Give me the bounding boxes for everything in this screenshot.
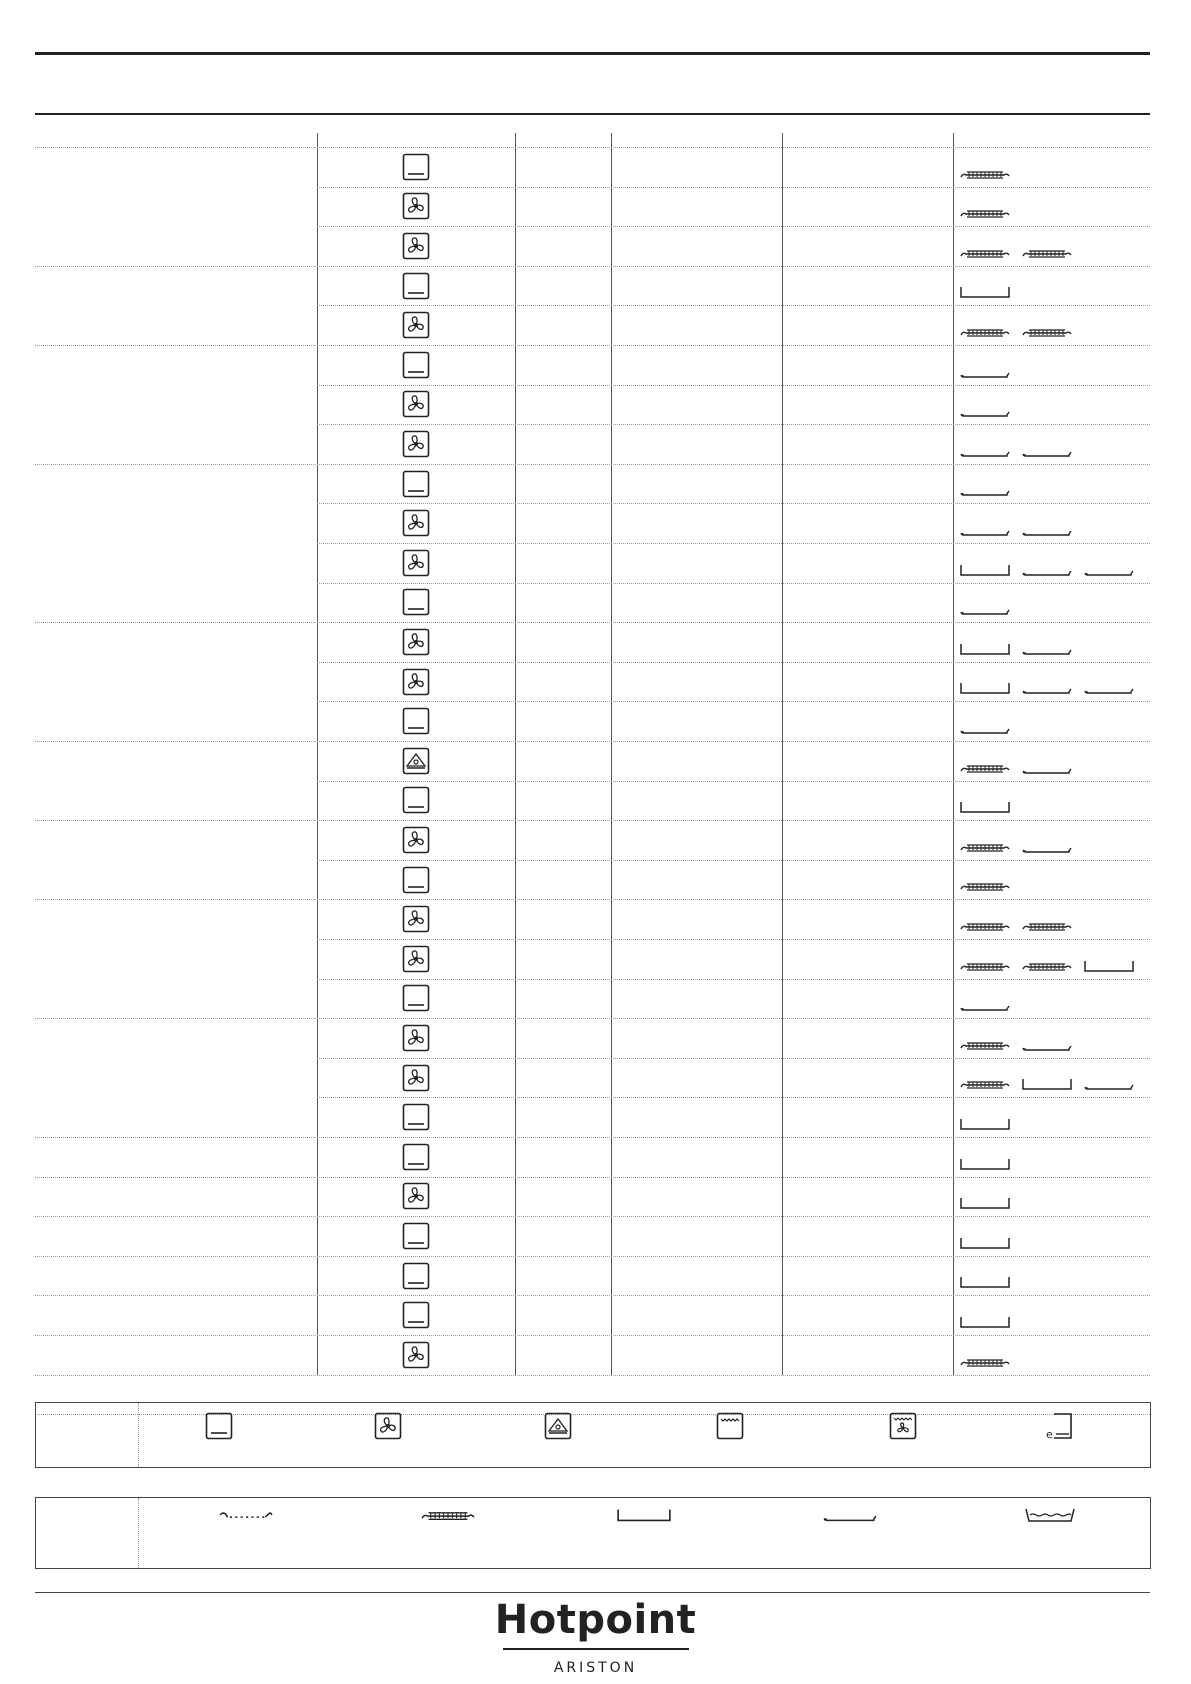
function-cell <box>317 701 515 741</box>
accessories-cell <box>959 662 1135 696</box>
table-row <box>35 266 1150 306</box>
brand-logo <box>0 1598 1191 1676</box>
accessories-cell <box>959 385 1011 419</box>
function-cell <box>317 899 515 939</box>
table-row <box>35 1216 1150 1256</box>
static-icon <box>402 351 430 379</box>
drip-tray-icon <box>959 681 1011 695</box>
function-cell <box>317 385 515 425</box>
accessories-cell <box>959 781 1011 815</box>
baking-tray-icon <box>1083 1077 1135 1091</box>
accessories-cell <box>959 622 1073 656</box>
footer-rule <box>35 1592 1150 1593</box>
legend-item <box>712 1411 748 1441</box>
drip-tray-icon <box>959 1196 1011 1210</box>
fan-icon <box>402 945 430 973</box>
fan-icon <box>402 509 430 537</box>
table-row <box>35 939 1150 979</box>
function-cell <box>317 1177 515 1217</box>
function-cell <box>317 860 515 900</box>
functions-legend <box>35 1402 1151 1468</box>
header-rule <box>35 113 1150 115</box>
drip-tray-icon <box>959 1236 1011 1250</box>
table-row <box>35 622 1150 662</box>
function-cell <box>317 939 515 979</box>
baking-tray-icon <box>959 365 1011 379</box>
baking-tray-icon <box>1083 563 1135 577</box>
baking-tray-icon <box>1021 761 1073 775</box>
brand-name: Hotpoint <box>494 1597 697 1643</box>
table-row <box>35 1177 1150 1217</box>
legend-item <box>1041 1411 1077 1441</box>
turbo-grill-icon <box>889 1412 917 1440</box>
accessories-cell <box>959 741 1073 775</box>
fan-icon <box>402 1064 430 1092</box>
accessories-cell <box>959 1216 1011 1250</box>
static-icon <box>402 1262 430 1290</box>
static-icon <box>402 153 430 181</box>
static-icon <box>402 588 430 616</box>
fan-icon <box>402 192 430 220</box>
fan-icon <box>402 1182 430 1210</box>
function-cell <box>317 464 515 504</box>
table-row <box>35 385 1150 425</box>
legend-divider <box>138 1498 139 1568</box>
table-row <box>35 1335 1150 1375</box>
grill-rack-icon <box>959 1077 1011 1091</box>
baking-tray-icon <box>959 483 1011 497</box>
legend-item <box>885 1411 921 1441</box>
accessories-cell <box>959 701 1011 735</box>
pizza-icon <box>544 1412 572 1440</box>
fan-icon <box>402 826 430 854</box>
accessories-cell <box>959 1058 1135 1092</box>
function-cell <box>317 781 515 821</box>
function-cell <box>317 583 515 623</box>
grill-rack-icon <box>959 325 1011 339</box>
accessories-cell <box>959 583 1011 617</box>
drip-tray-icon <box>1021 1077 1073 1091</box>
static-icon <box>402 866 430 894</box>
static-icon <box>402 1103 430 1131</box>
accessories-cell <box>959 147 1011 181</box>
legend-item <box>540 1411 576 1441</box>
drip-tray-icon <box>959 800 1011 814</box>
table-row <box>35 583 1150 623</box>
water-pan-icon <box>1022 1507 1078 1523</box>
function-cell <box>317 266 515 306</box>
table-row <box>35 503 1150 543</box>
table-row <box>35 147 1150 187</box>
fan-icon <box>402 905 430 933</box>
accessories-cell <box>959 345 1011 379</box>
function-cell <box>317 1097 515 1137</box>
legend-item <box>201 1411 237 1441</box>
grill-rack-icon <box>959 246 1011 260</box>
legend-item <box>418 1504 478 1526</box>
table-row <box>35 979 1150 1019</box>
table-row <box>35 345 1150 385</box>
drip-tray-icon <box>959 1315 1011 1329</box>
accessories-cell <box>959 1177 1011 1211</box>
function-cell <box>317 1058 515 1098</box>
grill-icon <box>716 1412 744 1440</box>
fan-icon <box>402 430 430 458</box>
grill-rack-icon <box>959 206 1011 220</box>
baking-tray-icon <box>959 444 1011 458</box>
fan-icon <box>402 1024 430 1052</box>
accessories-cell <box>959 1137 1011 1171</box>
grill-rack-icon <box>959 1355 1011 1369</box>
function-cell <box>317 147 515 187</box>
baking-tray-icon <box>1021 444 1073 458</box>
fan-icon <box>402 311 430 339</box>
wire-shelf-icon <box>218 1507 274 1523</box>
fan-icon <box>402 668 430 696</box>
static-icon <box>205 1412 233 1440</box>
drip-tray-icon <box>959 1157 1011 1171</box>
static-icon <box>402 470 430 498</box>
baking-tray-icon <box>959 998 1011 1012</box>
fan-icon <box>402 1341 430 1369</box>
brand-subline: ARISTON <box>553 1660 638 1676</box>
grill-rack-icon <box>959 167 1011 181</box>
grill-rack-icon <box>959 1038 1011 1052</box>
table-row <box>35 424 1150 464</box>
brand-underline <box>503 1648 689 1650</box>
function-cell <box>317 1295 515 1335</box>
table-row <box>35 187 1150 227</box>
fan-icon <box>402 390 430 418</box>
accessories-cell <box>959 1018 1073 1052</box>
table-row <box>35 1058 1150 1098</box>
drip-tray-icon <box>959 285 1011 299</box>
table-row <box>35 701 1150 741</box>
grill-rack-icon <box>959 919 1011 933</box>
accessories-cell <box>959 820 1073 854</box>
table-row <box>35 860 1150 900</box>
grill-rack-icon <box>1021 325 1073 339</box>
baking-tray-icon <box>822 1507 878 1523</box>
baking-tray-icon <box>1021 1038 1073 1052</box>
baking-tray-icon <box>1021 523 1073 537</box>
baking-tray-icon <box>1083 681 1135 695</box>
baking-tray-icon <box>1021 563 1073 577</box>
function-cell <box>317 979 515 1019</box>
grill-rack-icon <box>420 1507 476 1523</box>
drip-tray-icon <box>959 642 1011 656</box>
accessories-cell <box>959 424 1073 458</box>
function-cell <box>317 820 515 860</box>
table-row <box>35 1137 1150 1177</box>
fan-icon <box>402 628 430 656</box>
legend-item <box>216 1504 276 1526</box>
baking-tray-icon <box>1021 681 1073 695</box>
accessories-cell <box>959 226 1073 260</box>
drip-tray-icon <box>959 1117 1011 1131</box>
function-cell <box>317 503 515 543</box>
accessories-legend <box>35 1497 1151 1569</box>
grill-rack-icon <box>959 959 1011 973</box>
accessories-cell <box>959 1335 1011 1369</box>
table-row <box>35 662 1150 702</box>
grill-rack-icon <box>959 879 1011 893</box>
legend-item <box>614 1504 674 1526</box>
grill-rack-icon <box>959 761 1011 775</box>
accessories-cell <box>959 1295 1011 1329</box>
baking-tray-icon <box>959 602 1011 616</box>
table-row <box>35 899 1150 939</box>
function-cell <box>317 662 515 702</box>
accessories-cell <box>959 464 1011 498</box>
pizza-icon <box>402 747 430 775</box>
accessories-cell <box>959 899 1073 933</box>
fan-icon <box>402 549 430 577</box>
accessories-cell <box>959 305 1073 339</box>
baking-tray-icon <box>959 721 1011 735</box>
accessories-cell <box>959 187 1011 221</box>
fan-icon <box>402 232 430 260</box>
row-divider <box>317 1375 1150 1376</box>
accessories-cell <box>959 266 1011 300</box>
table-row <box>35 543 1150 583</box>
function-cell <box>317 424 515 464</box>
table-row <box>35 305 1150 345</box>
eco-icon <box>1045 1412 1073 1440</box>
table-row <box>35 1097 1150 1137</box>
static-icon <box>402 1143 430 1171</box>
static-icon <box>402 984 430 1012</box>
table-row <box>35 1018 1150 1058</box>
function-cell <box>317 1137 515 1177</box>
function-cell <box>317 622 515 662</box>
fan-icon <box>374 1412 402 1440</box>
accessories-cell <box>959 1097 1011 1131</box>
function-cell <box>317 543 515 583</box>
accessories-cell <box>959 543 1135 577</box>
top-rule <box>35 52 1150 55</box>
baking-tray-icon <box>959 523 1011 537</box>
drip-tray-icon <box>1083 959 1135 973</box>
static-icon <box>402 1301 430 1329</box>
static-icon <box>402 272 430 300</box>
baking-tray-icon <box>959 404 1011 418</box>
table-row <box>35 741 1150 781</box>
static-icon <box>402 707 430 735</box>
table-row <box>35 1256 1150 1296</box>
function-cell <box>317 187 515 227</box>
baking-tray-icon <box>1021 840 1073 854</box>
cooking-table <box>35 133 1150 1383</box>
function-cell <box>317 226 515 266</box>
accessories-cell <box>959 503 1073 537</box>
drip-tray-icon <box>959 563 1011 577</box>
table-row <box>35 226 1150 266</box>
legend-divider <box>138 1403 139 1467</box>
function-cell <box>317 1216 515 1256</box>
drip-tray-icon <box>959 1275 1011 1289</box>
drip-tray-icon <box>616 1507 672 1523</box>
function-cell <box>317 1256 515 1296</box>
table-row <box>35 820 1150 860</box>
legend-item <box>1020 1504 1080 1526</box>
table-row <box>35 464 1150 504</box>
grill-rack-icon <box>959 840 1011 854</box>
function-cell <box>317 1335 515 1375</box>
grill-rack-icon <box>1021 959 1073 973</box>
accessories-cell <box>959 860 1011 894</box>
function-cell <box>317 305 515 345</box>
legend-item <box>820 1504 880 1526</box>
grill-rack-icon <box>1021 246 1073 260</box>
function-cell <box>317 741 515 781</box>
legend-item <box>370 1411 406 1441</box>
function-cell <box>317 1018 515 1058</box>
accessories-cell <box>959 979 1011 1013</box>
static-icon <box>402 1222 430 1250</box>
table-row <box>35 1295 1150 1335</box>
table-row <box>35 781 1150 821</box>
baking-tray-icon <box>1021 642 1073 656</box>
static-icon <box>402 786 430 814</box>
grill-rack-icon <box>1021 919 1073 933</box>
accessories-cell <box>959 1256 1011 1290</box>
accessories-cell <box>959 939 1135 973</box>
function-cell <box>317 345 515 385</box>
